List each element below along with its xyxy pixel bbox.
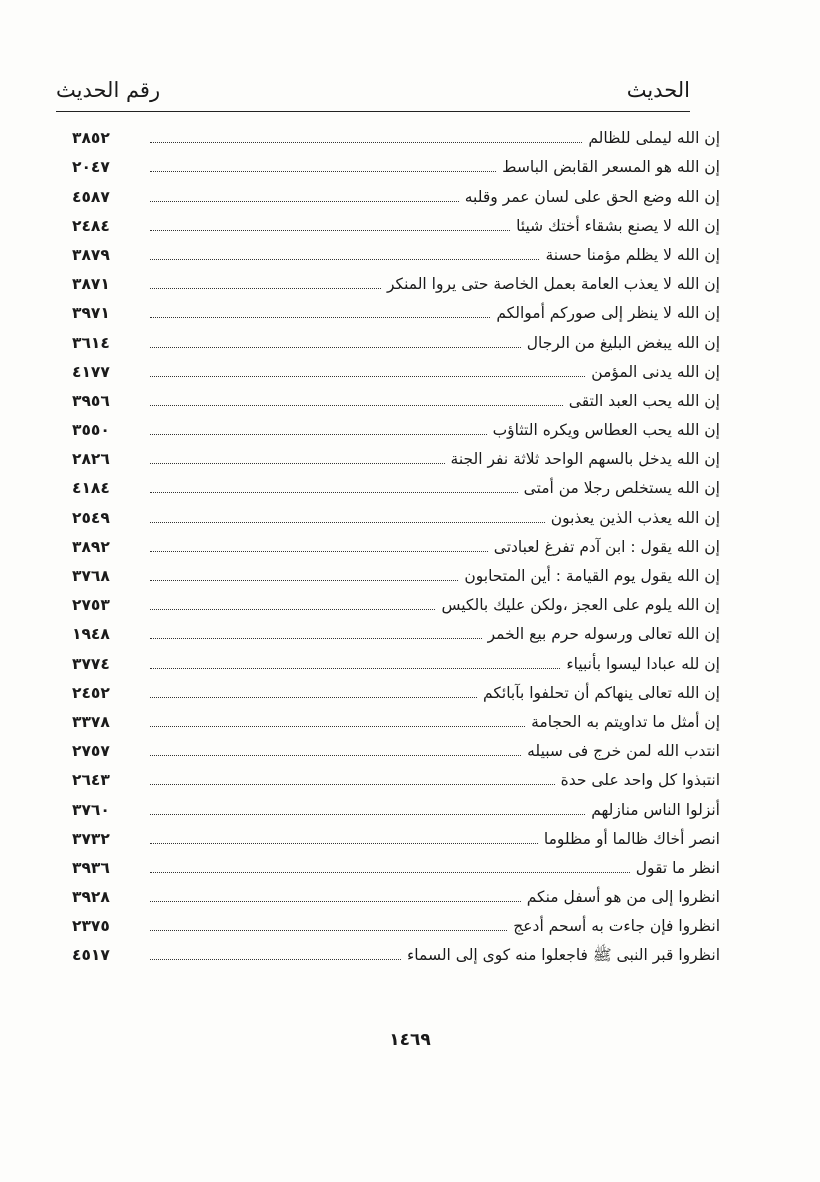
- dot-leader: [150, 288, 381, 289]
- hadith-text: إن الله يدخل بالسهم الواحد ثلاثة نفر الجنة: [450, 450, 720, 469]
- dot-leader: [150, 434, 487, 435]
- dot-leader: [150, 726, 525, 727]
- hadith-number: ٣٨٧٩: [72, 245, 110, 264]
- dot-leader: [150, 142, 582, 143]
- hadith-text: انظروا قبر النبى ﷺ فاجعلوا منه كوى إلى السماء: [407, 946, 720, 965]
- index-entry: [72, 791, 720, 820]
- dot-leader: [150, 872, 630, 873]
- hadith-number: ٣٨٧١: [72, 275, 110, 294]
- hadith-number: ٢٤٥٢: [72, 683, 110, 702]
- index-entry: [72, 908, 720, 937]
- hadith-text: إن الله يلوم على العجز ،ولكن عليك بالكيس: [441, 596, 720, 615]
- hadith-text: إن الله تعالى ورسوله حرم بيع الخمر: [487, 625, 720, 644]
- dot-leader: [150, 755, 521, 756]
- hadith-number: ٢٧٥٣: [72, 596, 110, 615]
- dot-leader: [150, 522, 545, 523]
- hadith-text: إن الله وضع الحق على لسان عمر وقلبه: [464, 187, 720, 206]
- hadith-text: انظروا فإن جاءت به أسحم أدعج: [513, 917, 720, 936]
- dot-leader: [150, 609, 435, 610]
- hadith-number: ٣٨٥٢: [72, 129, 110, 148]
- hadith-text: إن الله يحب العبد التقى: [568, 391, 720, 410]
- index-entry: [72, 324, 720, 353]
- hadith-number: ٣٩٥٦: [72, 391, 110, 410]
- hadith-text: إن الله يبغض البليغ من الرجال: [526, 333, 720, 352]
- hadith-number: ١٩٤٨: [72, 625, 110, 644]
- index-entry: [72, 412, 720, 441]
- hadith-text: إن الله لا يعذب العامة بعمل الخاصة حتى يروا المنكر: [386, 275, 720, 294]
- hadith-text: انتبذوا كل واحد على حدة: [560, 771, 720, 790]
- hadith-text: إن الله هو المسعر القابض الباسط: [502, 158, 720, 177]
- hadith-number: ٣٩٢٨: [72, 888, 110, 907]
- page-header: [56, 78, 690, 108]
- dot-leader: [150, 959, 401, 960]
- hadith-number: ٤١٧٧: [72, 362, 110, 381]
- hadith-index-list: [72, 120, 720, 966]
- dot-leader: [150, 668, 560, 669]
- dot-leader: [150, 171, 496, 172]
- hadith-number: ٤٥١٧: [72, 946, 110, 965]
- hadith-text: أنزلوا الناس منازلهم: [591, 800, 720, 819]
- index-entry: [72, 354, 720, 383]
- index-entry: [72, 149, 720, 178]
- index-entry: [72, 237, 720, 266]
- index-entry: [72, 529, 720, 558]
- hadith-number: ٣٧٣٢: [72, 829, 110, 848]
- hadith-number: ٣٧٧٤: [72, 654, 110, 673]
- dot-leader: [150, 843, 538, 844]
- hadith-number: ٢٤٨٤: [72, 216, 110, 235]
- hadith-text: إن لله عبادا ليسوا بأنبياء: [566, 654, 720, 673]
- hadith-text: إن الله يقول : ابن آدم تفرغ لعبادتى: [493, 537, 720, 556]
- dot-leader: [150, 405, 563, 406]
- hadith-text: إن الله يدنى المؤمن: [591, 362, 720, 381]
- hadith-number: ٢٧٥٧: [72, 742, 110, 761]
- dot-leader: [150, 814, 585, 815]
- dot-leader: [150, 463, 445, 464]
- header-divider: [56, 111, 690, 112]
- hadith-column-title: الحديث: [626, 78, 690, 102]
- index-entry: [72, 295, 720, 324]
- hadith-number: ٣٩٧١: [72, 304, 110, 323]
- hadith-number: ٣٧٦٠: [72, 800, 110, 819]
- dot-leader: [150, 784, 555, 785]
- dot-leader: [150, 638, 482, 639]
- hadith-text: إن أمثل ما تداويتم به الحجامة: [531, 712, 720, 731]
- hadith-text: إن الله لا يصنع بشقاء أختك شيئا: [516, 216, 720, 235]
- index-entry: [72, 470, 720, 499]
- index-entry: [72, 499, 720, 528]
- index-entry: [72, 675, 720, 704]
- dot-leader: [150, 697, 477, 698]
- index-entry: [72, 587, 720, 616]
- hadith-text: إن الله ليملى للظالم: [588, 129, 720, 148]
- index-entry: [72, 120, 720, 149]
- hadith-number: ٤١٨٤: [72, 479, 110, 498]
- index-entry: [72, 733, 720, 762]
- index-entry: [72, 208, 720, 237]
- dot-leader: [150, 347, 521, 348]
- hadith-text: إن الله تعالى ينهاكم أن تحلفوا بآبائكم: [483, 683, 720, 702]
- hadith-text: إن الله يستخلص رجلا من أمتى: [523, 479, 720, 498]
- hadith-text: إن الله يحب العطاس ويكره التثاؤب: [492, 421, 720, 440]
- hadith-number: ٣٩٣٦: [72, 858, 110, 877]
- dot-leader: [150, 930, 507, 931]
- index-entry: [72, 850, 720, 879]
- dot-leader: [150, 259, 539, 260]
- index-entry: [72, 879, 720, 908]
- dot-leader: [150, 230, 510, 231]
- dot-leader: [150, 492, 518, 493]
- hadith-text: انظر ما تقول: [635, 858, 720, 877]
- index-entry: [72, 937, 720, 966]
- hadith-text: انتدب الله لمن خرج فى سبيله: [527, 742, 720, 761]
- dot-leader: [150, 901, 521, 902]
- hadith-text: إن الله لا يظلم مؤمنا حسنة: [545, 245, 720, 264]
- hadith-number: ٢٠٤٧: [72, 158, 110, 177]
- index-entry: [72, 178, 720, 207]
- hadith-text: إن الله يعذب الذين يعذبون: [550, 508, 720, 527]
- index-entry: [72, 616, 720, 645]
- hadith-number: ٢٨٢٦: [72, 450, 110, 469]
- hadith-number: ٣٥٥٠: [72, 421, 110, 440]
- hadith-number: ٢٥٤٩: [72, 508, 110, 527]
- dot-leader: [150, 580, 458, 581]
- dot-leader: [150, 317, 490, 318]
- index-entry: [72, 266, 720, 295]
- index-entry: [72, 645, 720, 674]
- hadith-number: ٣٧٦٨: [72, 567, 110, 585]
- index-entry: [72, 704, 720, 733]
- hadith-number: ٢٣٧٥: [72, 917, 110, 936]
- hadith-text: انصر أخاك ظالما أو مظلوما: [543, 829, 720, 848]
- hadith-number: ٣٨٩٢: [72, 537, 110, 556]
- hadith-number: ٤٥٨٧: [72, 187, 110, 206]
- hadith-number: ٣٣٧٨: [72, 712, 110, 731]
- index-entry: [72, 558, 720, 587]
- hadith-text: إن الله يقول يوم القيامة : أين المتحابون: [464, 567, 720, 585]
- index-entry: [72, 821, 720, 850]
- hadith-number-column-title: رقم الحديث: [56, 78, 161, 102]
- index-entry: [72, 762, 720, 791]
- hadith-number: ٣٦١٤: [72, 333, 110, 352]
- index-entry: [72, 441, 720, 470]
- hadith-number: ٢٦٤٣: [72, 771, 110, 790]
- hadith-text: انظروا إلى من هو أسفل منكم: [526, 888, 720, 907]
- dot-leader: [150, 551, 488, 552]
- index-entry: [72, 383, 720, 412]
- dot-leader: [150, 201, 459, 202]
- hadith-text: إن الله لا ينظر إلى صوركم أموالكم: [496, 304, 720, 323]
- page-number: ١٤٦٩: [389, 1030, 431, 1050]
- dot-leader: [150, 376, 585, 377]
